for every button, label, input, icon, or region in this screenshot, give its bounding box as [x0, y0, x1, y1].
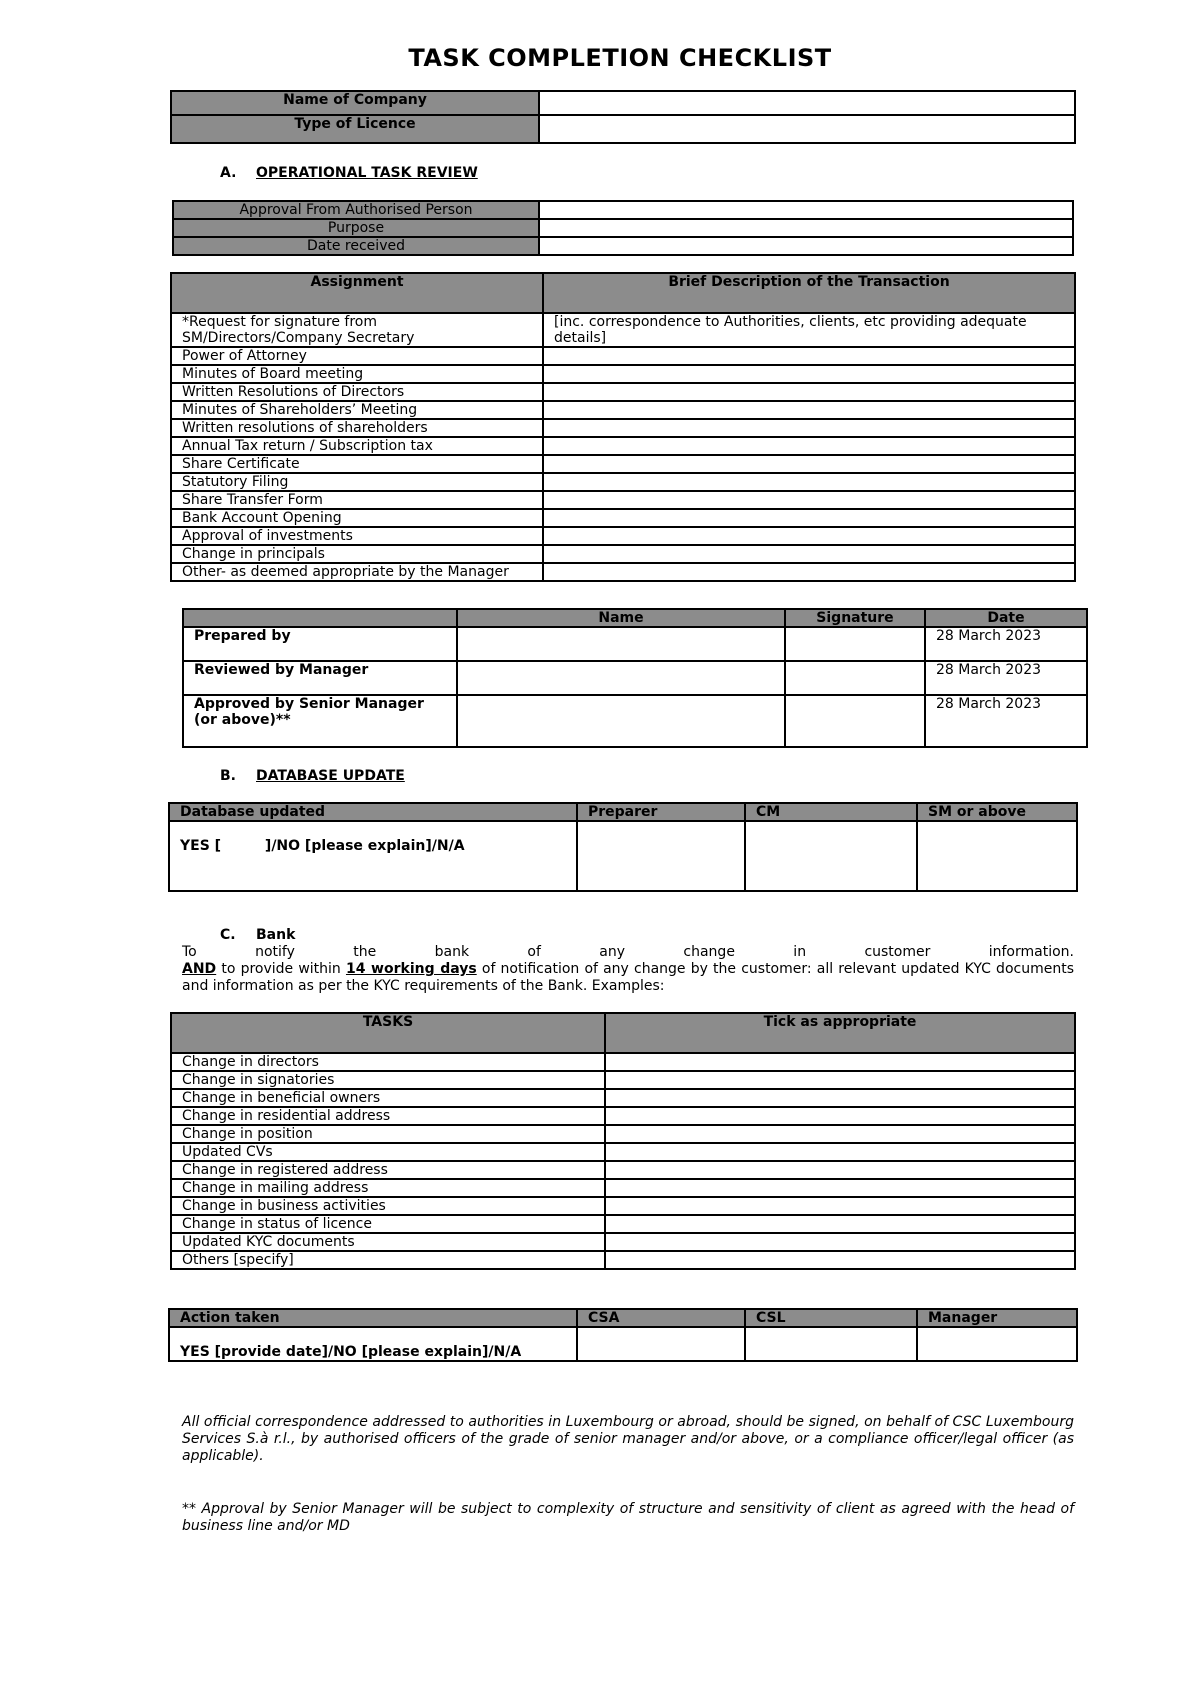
task-item: Change in residential address — [171, 1107, 605, 1125]
tick-field[interactable] — [605, 1161, 1075, 1179]
assignment-item: Minutes of Shareholders’ Meeting — [171, 401, 543, 419]
bank-text-b: of notification of any change by the customer: all relevant updated KYC documents and information as per the KYC requirements of the Bank. Examples: — [182, 961, 1074, 994]
licence-type-label: Type of Licence — [171, 115, 539, 143]
date-received-field[interactable] — [539, 237, 1073, 255]
preparer-field[interactable] — [577, 821, 745, 891]
tick-field[interactable] — [605, 1233, 1075, 1251]
description-field[interactable] — [543, 455, 1075, 473]
tick-field[interactable] — [605, 1089, 1075, 1107]
assignment-item: Written Resolutions of Directors — [171, 383, 543, 401]
csa-field[interactable] — [577, 1327, 745, 1361]
tick-field[interactable] — [605, 1107, 1075, 1125]
section-b-number: B. — [220, 768, 236, 784]
tick-field[interactable] — [605, 1215, 1075, 1233]
approval-table — [172, 200, 1074, 256]
description-field[interactable] — [543, 437, 1075, 455]
database-status[interactable]: YES [ ]/NO [please explain]/N/A — [169, 821, 577, 891]
cm-header: CM — [745, 803, 917, 821]
csl-field[interactable] — [745, 1327, 917, 1361]
correspondence-note: All official correspondence addressed to authorities in Luxembourg or abroad, should be signed, on behalf of CSC Luxembourg Services S.à r.l., by authorised officers of the grade of senior manager and/or above, or a compliance officer/legal officer (as applicable). — [182, 1414, 1074, 1464]
bank-and: AND — [182, 961, 217, 977]
prepared-by-label: Prepared by — [183, 627, 457, 661]
description-field[interactable] — [543, 365, 1075, 383]
assignment-item: Annual Tax return / Subscription tax — [171, 437, 543, 455]
section-b-heading — [220, 768, 405, 784]
approval-note: ** Approval by Senior Manager will be subject to complexity of structure and sensitivity of client as agreed with the head of business line and/or MD — [182, 1501, 1074, 1534]
task-item: Change in registered address — [171, 1161, 605, 1179]
assignment-item: Minutes of Board meeting — [171, 365, 543, 383]
assignment-item: Share Certificate — [171, 455, 543, 473]
reviewed-by-label: Reviewed by Manager — [183, 661, 457, 695]
task-item: Change in beneficial owners — [171, 1089, 605, 1107]
manager-field[interactable] — [917, 1327, 1077, 1361]
page-title: TASK COMPLETION CHECKLIST — [408, 44, 832, 72]
signoff-table — [182, 608, 1088, 748]
task-item: Change in status of licence — [171, 1215, 605, 1233]
tick-field[interactable] — [605, 1125, 1075, 1143]
approval-field[interactable] — [539, 201, 1073, 219]
tick-field[interactable] — [605, 1179, 1075, 1197]
task-item: Change in position — [171, 1125, 605, 1143]
reviewed-by-name[interactable] — [457, 661, 785, 695]
approval-label: Approval From Authorised Person — [173, 201, 539, 219]
task-item: Change in business activities — [171, 1197, 605, 1215]
csa-header: CSA — [577, 1309, 745, 1327]
task-item: Change in signatories — [171, 1071, 605, 1089]
tasks-table — [170, 1012, 1076, 1270]
assignment-item: Bank Account Opening — [171, 509, 543, 527]
description-field[interactable]: [inc. correspondence to Authorities, clients, etc providing adequate details] — [543, 313, 1075, 347]
section-a-number: A. — [220, 165, 237, 181]
database-updated-header: Database updated — [169, 803, 577, 821]
task-item: Others [specify] — [171, 1251, 605, 1269]
date-received-label: Date received — [173, 237, 539, 255]
section-a-heading — [220, 165, 478, 181]
assignment-item: *Request for signature from SM/Directors/Company Secretary — [171, 313, 543, 347]
purpose-field[interactable] — [539, 219, 1073, 237]
tick-field[interactable] — [605, 1197, 1075, 1215]
action-status[interactable]: YES [provide date]/NO [please explain]/N/A — [169, 1327, 577, 1361]
tasks-header: TASKS — [171, 1013, 605, 1053]
name-header: Name — [457, 609, 785, 627]
database-table — [168, 802, 1078, 892]
section-c-title: Bank — [256, 927, 296, 943]
assignment-item: Other- as deemed appropriate by the Manager — [171, 563, 543, 581]
company-name-label: Name of Company — [171, 91, 539, 115]
description-field[interactable] — [543, 545, 1075, 563]
description-field[interactable] — [543, 383, 1075, 401]
approved-by-name[interactable] — [457, 695, 785, 747]
prepared-by-signature[interactable] — [785, 627, 925, 661]
tick-header: Tick as appropriate — [605, 1013, 1075, 1053]
section-b-title: DATABASE UPDATE — [256, 768, 405, 784]
bank-line-1: To notify the bank of any change in customer information. — [182, 944, 1074, 960]
action-table — [168, 1308, 1078, 1362]
description-field[interactable] — [543, 563, 1075, 581]
description-field[interactable] — [543, 473, 1075, 491]
licence-type-field[interactable] — [539, 115, 1075, 143]
description-field[interactable] — [543, 419, 1075, 437]
bank-paragraph — [182, 961, 1074, 995]
assignment-item: Share Transfer Form — [171, 491, 543, 509]
action-taken-header: Action taken — [169, 1309, 577, 1327]
preparer-header: Preparer — [577, 803, 745, 821]
description-field[interactable] — [543, 401, 1075, 419]
reviewed-by-date[interactable]: 28 March 2023 — [925, 661, 1087, 695]
task-item: Updated CVs — [171, 1143, 605, 1161]
section-c-heading — [220, 927, 295, 943]
tick-field[interactable] — [605, 1071, 1075, 1089]
section-c-number: C. — [220, 927, 236, 943]
approved-by-signature[interactable] — [785, 695, 925, 747]
assignment-item: Power of Attorney — [171, 347, 543, 365]
task-item: Change in directors — [171, 1053, 605, 1071]
sm-field[interactable] — [917, 821, 1077, 891]
assignment-item: Approval of investments — [171, 527, 543, 545]
company-name-field[interactable] — [539, 91, 1075, 115]
task-item: Change in mailing address — [171, 1179, 605, 1197]
task-item: Updated KYC documents — [171, 1233, 605, 1251]
company-table — [170, 90, 1076, 144]
approved-by-label: Approved by Senior Manager (or above)** — [183, 695, 457, 747]
approved-by-date[interactable]: 28 March 2023 — [925, 695, 1087, 747]
prepared-by-name[interactable] — [457, 627, 785, 661]
csl-header: CSL — [745, 1309, 917, 1327]
prepared-by-date[interactable]: 28 March 2023 — [925, 627, 1087, 661]
reviewed-by-signature[interactable] — [785, 661, 925, 695]
tick-field[interactable] — [605, 1143, 1075, 1161]
purpose-label: Purpose — [173, 219, 539, 237]
signature-header: Signature — [785, 609, 925, 627]
sm-header: SM or above — [917, 803, 1077, 821]
description-field[interactable] — [543, 347, 1075, 365]
tick-field[interactable] — [605, 1251, 1075, 1269]
assignment-item: Statutory Filing — [171, 473, 543, 491]
description-header: Brief Description of the Transaction — [543, 273, 1075, 313]
date-header: Date — [925, 609, 1087, 627]
tick-field[interactable] — [605, 1053, 1075, 1071]
assignment-table — [170, 272, 1076, 582]
manager-header: Manager — [917, 1309, 1077, 1327]
signoff-corner — [183, 609, 457, 627]
description-field[interactable] — [543, 509, 1075, 527]
working-days: 14 working days — [345, 961, 477, 977]
assignment-item: Change in principals — [171, 545, 543, 563]
description-field[interactable] — [543, 527, 1075, 545]
bank-text-a: to provide within — [216, 961, 346, 977]
cm-field[interactable] — [745, 821, 917, 891]
section-a-title: OPERATIONAL TASK REVIEW — [256, 165, 478, 181]
description-field[interactable] — [543, 491, 1075, 509]
assignment-item: Written resolutions of shareholders — [171, 419, 543, 437]
assignment-header: Assignment — [171, 273, 543, 313]
